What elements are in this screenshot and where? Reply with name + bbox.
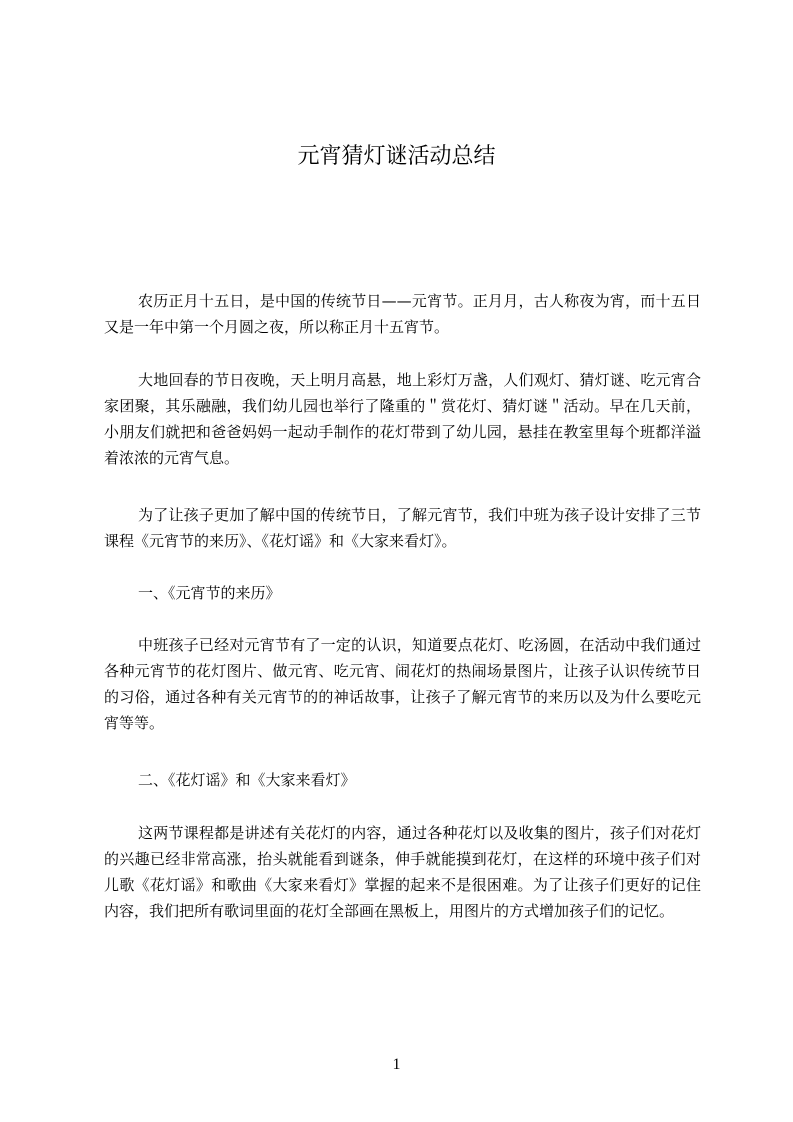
section-1-heading: 一、《元宵节的来历》 — [138, 584, 281, 602]
page-title: 元宵猜灯谜活动总结 — [297, 144, 496, 169]
courses-paragraph: 为了让孩子更加了解中国的传统节日，了解元宵节，我们中班为孩子设计安排了三节课程《元宵节的来历》、《花灯谣》和《大家来看灯》。 — [104, 506, 701, 550]
page-number: 1 — [392, 1056, 401, 1073]
section-2-body: 这两节课程都是讲述有关花灯的内容，通过各种花灯以及收集的图片，孩子们对花灯的兴趣已经非常高涨，抬头就能看到谜条，伸手就能摸到花灯，在这样的环境中孩子们对儿歌《花灯谣》和歌曲《大家来看灯》掌握的起来不是很困难。为了让孩子们更好的记住内容，我们把所有歌词里面的花灯全部画在黑板上，用图片的方式增加孩子们的记忆。 — [104, 824, 701, 920]
section-1-body: 中班孩子已经对元宵节有了一定的认识，知道要点花灯、吃汤圆，在活动中我们通过各种元宵节的花灯图片、做元宵、吃元宵、闹花灯的热闹场景图片，让孩子认识传统节日的习俗，通过各种有关元宵节的的神话故事，让孩子了解元宵节的来历以及为什么要吃元宵等等。 — [104, 636, 701, 732]
section-2-heading: 二、《花灯谣》和《大家来看灯》 — [138, 771, 356, 789]
festival-paragraph: 大地回春的节日夜晚，天上明月高悬，地上彩灯万盏，人们观灯、猜灯谜、吃元宵合家团聚，其乐融融，我们幼儿园也举行了隆重的＂赏花灯、猜灯谜＂活动。早在几天前，小朋友们就把和爸爸妈妈一起动手制作的花灯带到了幼儿园，悬挂在教室里每个班都洋溢着浓浓的元宵气息。 — [104, 371, 701, 467]
intro-paragraph: 农历正月十五日，是中国的传统节日——元宵节。正月月，古人称夜为宵，而十五日又是一年中第一个月圆之夜，所以称正月十五宵节。 — [104, 292, 701, 336]
